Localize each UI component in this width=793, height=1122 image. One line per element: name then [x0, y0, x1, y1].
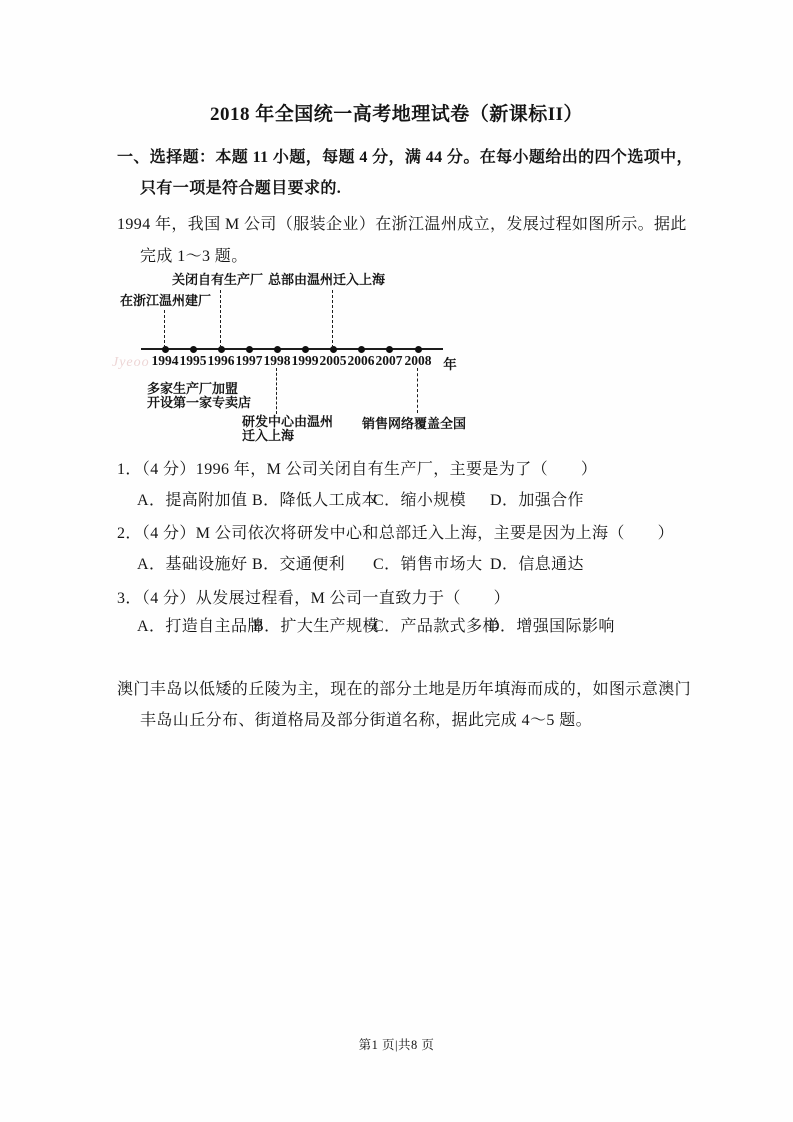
- passage1-line2: 完成 1～3 题。: [140, 248, 248, 265]
- passage1-line1: 1994 年，我国 M 公司（服装企业）在浙江温州成立，发展过程如图所示。据此: [117, 216, 687, 233]
- timeline-figure: [110, 265, 600, 460]
- event-label-2008: 销售网络覆盖全国: [362, 416, 467, 431]
- leader-line-1998: [276, 368, 277, 414]
- timeline-dot-2006: [358, 346, 365, 353]
- question-1-option-d: D．加强合作: [490, 492, 584, 509]
- page-title: 2018 年全国统一高考地理试卷（新课标II）: [209, 104, 584, 125]
- event-label-1998-line2: 迁入上海: [242, 428, 295, 443]
- question-1-option-b: B．降低人工成本: [252, 492, 378, 509]
- year-label: 1999: [291, 353, 319, 368]
- question-2-option-c: C．销售市场大: [373, 556, 483, 573]
- question-3-stem: 3．（4 分）从发展过程看，M 公司一直致力于（ ）: [117, 590, 511, 607]
- leader-line-2005: [332, 290, 333, 348]
- question-3-option-d: D．增强国际影响: [488, 618, 615, 635]
- year-label: 2005: [319, 353, 347, 368]
- timeline-dot-2008: [415, 346, 422, 353]
- timeline-dot-1998: [274, 346, 281, 353]
- event-label-1995-line2: 开设第一家专卖店: [147, 395, 252, 410]
- watermark: Jyeoo: [112, 355, 150, 370]
- timeline-dot-1999: [302, 346, 309, 353]
- question-1-stem: 1．（4 分）1996 年，M 公司关闭自有生产厂，主要是为了（ ）: [117, 461, 598, 478]
- event-label-1998: [242, 415, 333, 443]
- section-heading-line2: 只有一项是符合题目要求的.: [140, 180, 342, 197]
- question-3-option-b: B．扩大生产规模: [253, 618, 379, 635]
- timeline-dot-1997: [246, 346, 253, 353]
- leader-line-2008: [417, 368, 418, 413]
- question-1-option-c: C．缩小规模: [373, 492, 467, 509]
- question-2-option-b: B．交通便利: [252, 556, 346, 573]
- year-label: 2006: [347, 353, 375, 368]
- question-1-option-a: A．提高附加值: [137, 492, 248, 509]
- section-heading-line1: 一、选择题：本题 11 小题，每题 4 分，满 44 分。在每小题给出的四个选项中，: [117, 149, 693, 166]
- passage2-line2: 丰岛山丘分布、街道格局及部分街道名称，据此完成 4～5 题。: [140, 712, 593, 729]
- event-label-1995-line1: 多家生产厂加盟: [147, 381, 239, 396]
- year-label: 1996: [207, 353, 235, 368]
- question-2-option-a: A．基础设施好: [137, 556, 248, 573]
- leader-line-1996: [220, 290, 221, 348]
- timeline-dot-2007: [386, 346, 393, 353]
- axis-unit-label: 年: [443, 357, 457, 372]
- question-2-stem: 2．（4 分）M 公司依次将研发中心和总部迁入上海，主要是因为上海（ ）: [117, 525, 675, 542]
- passage2-line1: 澳门丰岛以低矮的丘陵为主，现在的部分土地是历年填海而成的，如图示意澳门: [117, 681, 692, 698]
- question-3-option-c: C．产品款式多样: [373, 618, 499, 635]
- year-label: 2008: [404, 353, 432, 368]
- timeline-dot-1995: [190, 346, 197, 353]
- event-label-1995: [147, 382, 251, 410]
- question-2-option-d: D．信息通达: [490, 556, 584, 573]
- leader-line-1994: [164, 310, 165, 348]
- question-3-option-a: A．打造自主品牌: [137, 618, 264, 635]
- page-number: 第1 页|共8 页: [358, 1038, 435, 1052]
- event-label-1998-line1: 研发中心由温州: [242, 414, 334, 429]
- timeline-axis: [141, 348, 443, 350]
- event-label-2005: 总部由温州迁入上海: [268, 272, 386, 287]
- year-label: 1998: [263, 353, 291, 368]
- event-label-1996: 关闭自有生产厂: [172, 272, 264, 287]
- year-label: 1995: [179, 353, 207, 368]
- year-label: 1997: [235, 353, 263, 368]
- year-label: 2007: [375, 353, 403, 368]
- event-label-1994: 在浙江温州建厂: [120, 293, 212, 308]
- year-label: 1994: [151, 353, 179, 368]
